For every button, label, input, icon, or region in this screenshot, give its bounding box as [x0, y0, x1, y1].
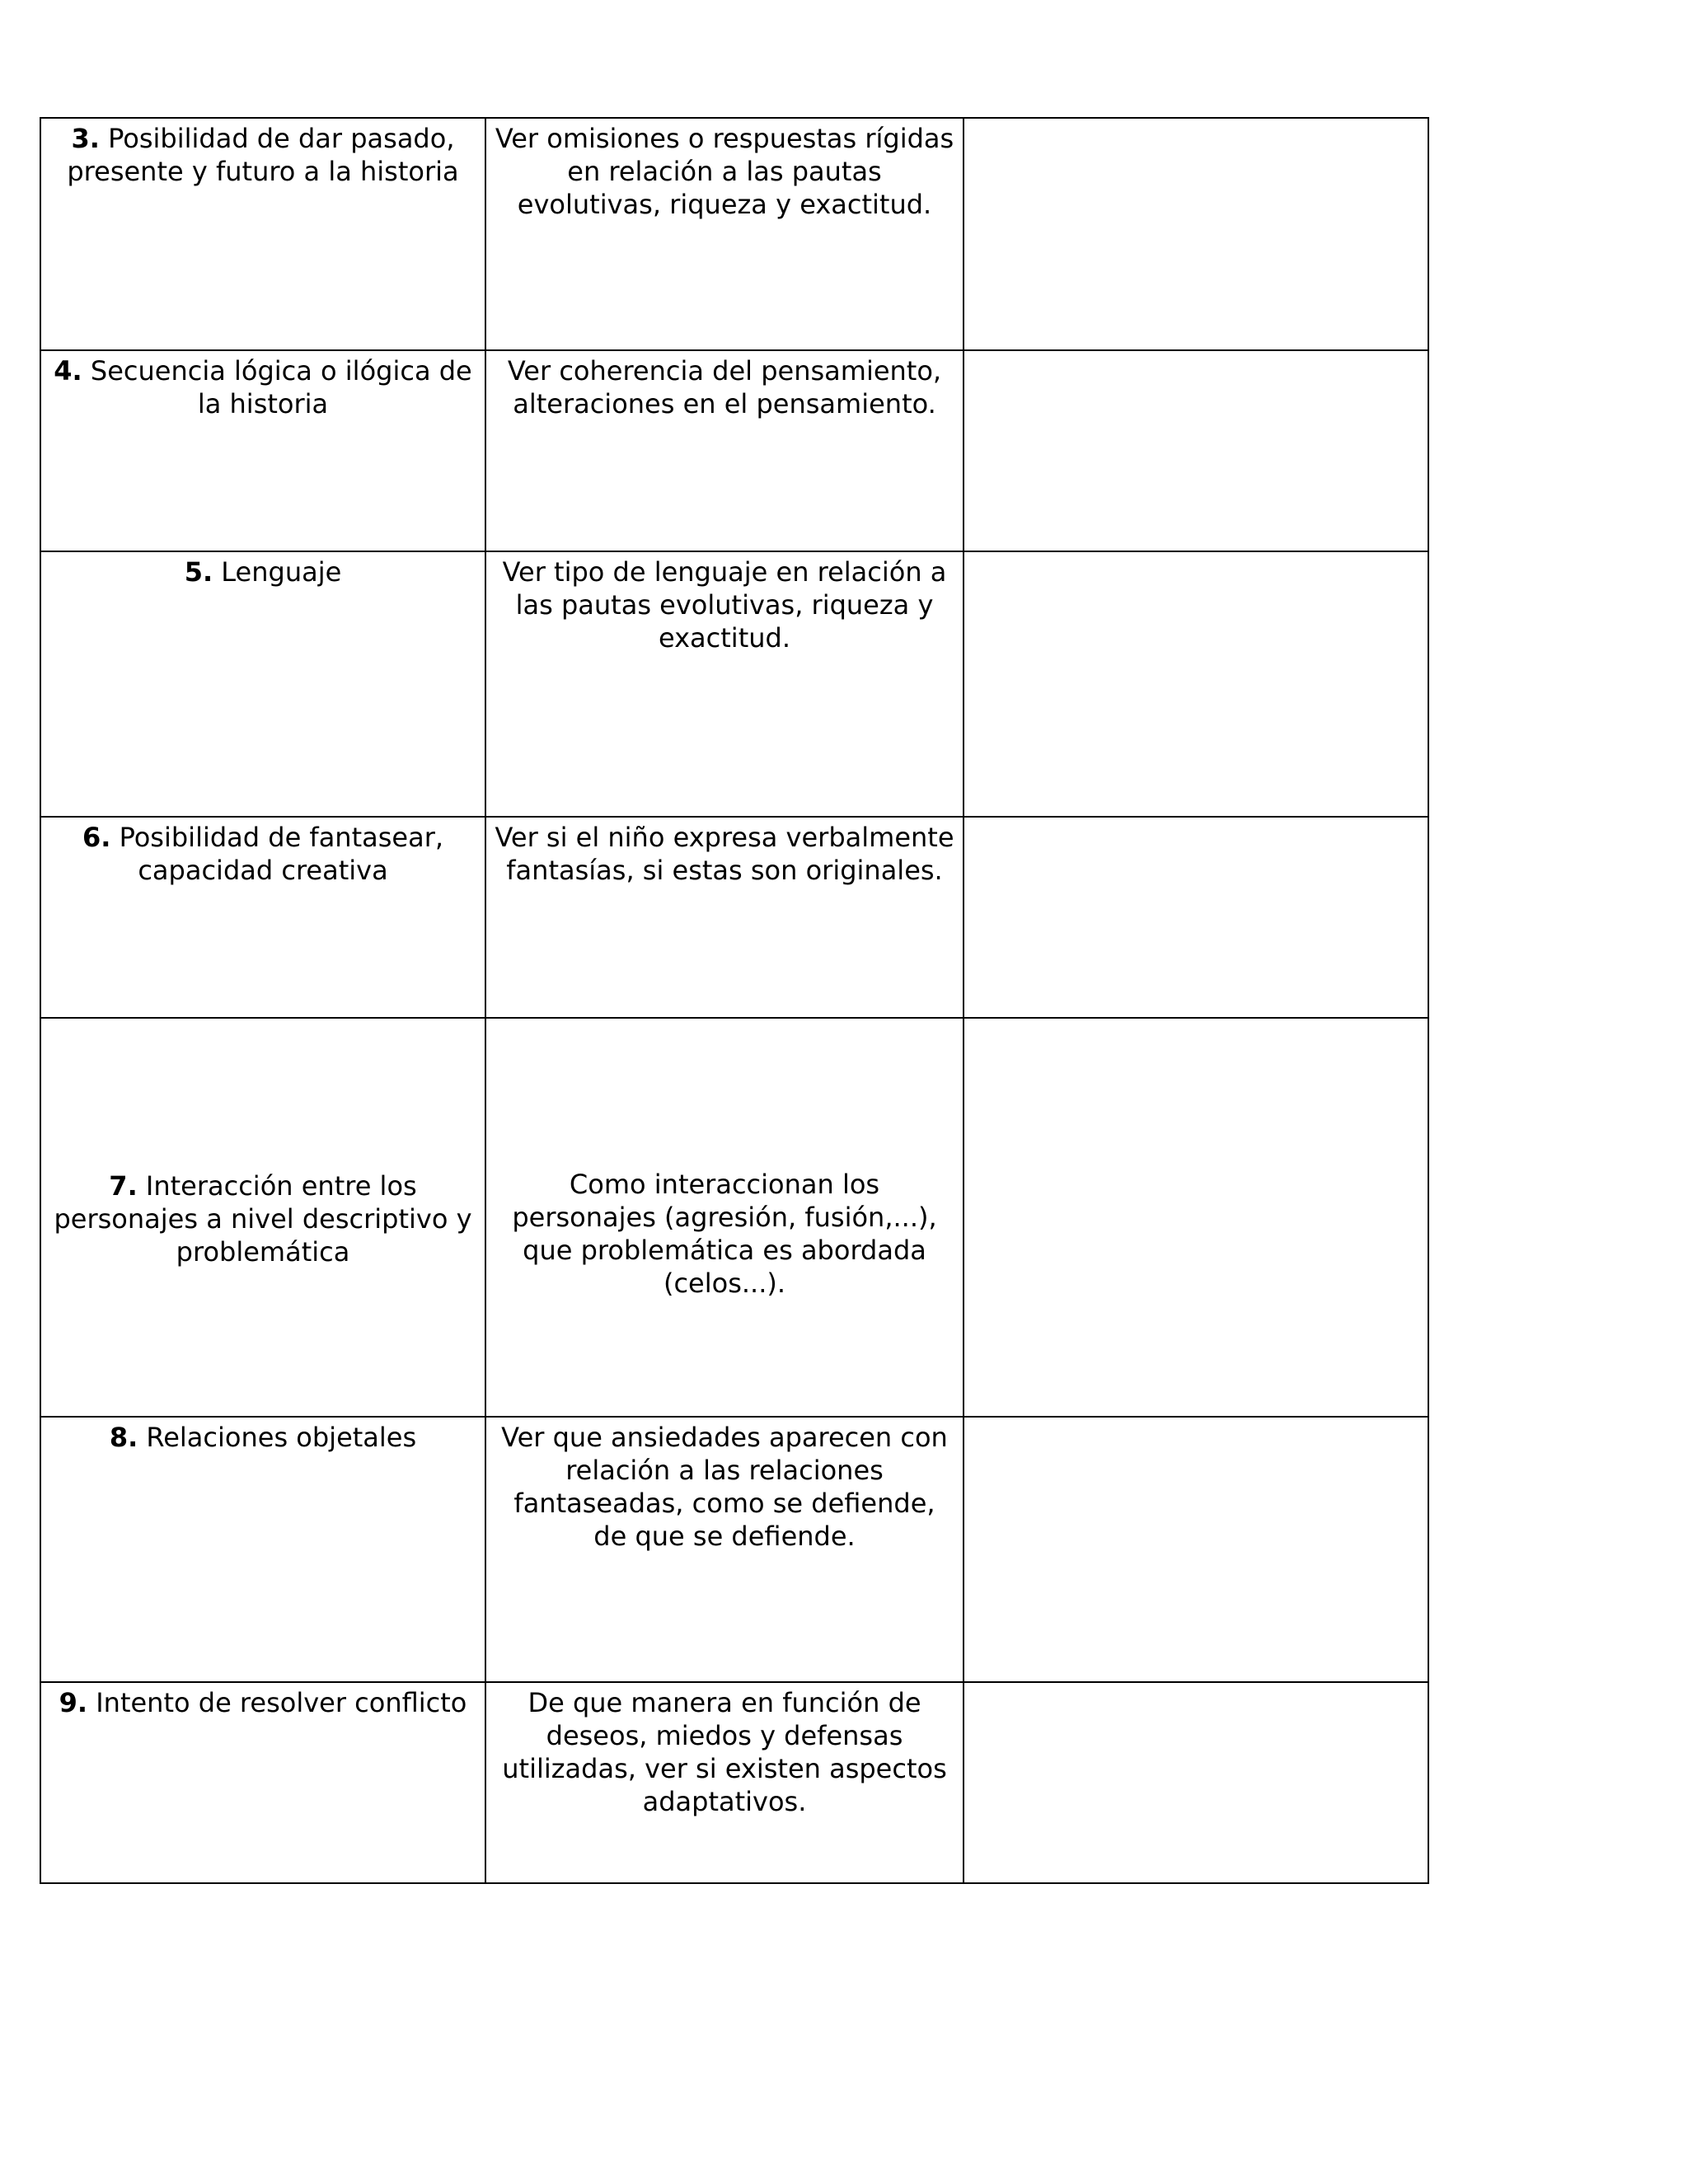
table-row [40, 1682, 1428, 1883]
observation-cell [485, 817, 964, 1018]
item-number: 8. [109, 1422, 138, 1453]
table-row [40, 1417, 1428, 1682]
observation-text: Ver omisiones o respuestas rígidas en relación a las pautas evolutivas, riqueza y exactitud. [495, 123, 954, 220]
notes-cell [964, 118, 1428, 350]
criterion-cell [40, 350, 485, 551]
item-number: 9. [59, 1687, 88, 1718]
criterion-cell [40, 817, 485, 1018]
table-row [40, 1018, 1428, 1417]
criterion-cell [40, 1682, 485, 1883]
criterion-cell [40, 551, 485, 817]
observation-cell [485, 551, 964, 817]
table-row [40, 118, 1428, 350]
item-number: 7. [109, 1170, 138, 1202]
notes-cell [964, 551, 1428, 817]
notes-cell [964, 1417, 1428, 1682]
criterion-text: Posibilidad de fantasear, capacidad creativa [110, 822, 444, 886]
criterion-cell [40, 1417, 485, 1682]
notes-cell [964, 1018, 1428, 1417]
observation-text: Como interaccionan los personajes (agresión, fusión,...), que problemática es abordada (celos...). [512, 1169, 937, 1299]
table-row [40, 551, 1428, 817]
observation-text: Ver coherencia del pensamiento, alteraciones en el pensamiento. [507, 355, 942, 419]
criterion-text: Lenguaje [213, 556, 342, 588]
observation-cell [485, 1417, 964, 1682]
criterion-text: Interacción entre los personajes a nivel descriptivo y problemática [54, 1170, 472, 1268]
criterion-cell [40, 118, 485, 350]
observation-cell [485, 1018, 964, 1417]
observation-cell [485, 118, 964, 350]
observation-text: Ver que ansiedades aparecen con relación a las relaciones fantaseadas, como se defiende, de que se defiende. [501, 1422, 948, 1552]
observation-cell [485, 350, 964, 551]
observation-text: Ver si el niño expresa verbalmente fantasías, si estas son originales. [495, 822, 954, 886]
notes-cell [964, 817, 1428, 1018]
item-number: 5. [184, 556, 213, 588]
criterion-text: Secuencia lógica o ilógica de la historia [82, 355, 472, 419]
criterion-text: Intento de resolver conflicto [87, 1687, 467, 1718]
observation-text: Ver tipo de lenguaje en relación a las pautas evolutivas, riqueza y exactitud. [502, 556, 947, 654]
criterion-text: Relaciones objetales [138, 1422, 417, 1453]
table-row [40, 350, 1428, 551]
item-number: 6. [82, 822, 111, 853]
criterion-text: Posibilidad de dar pasado, presente y futuro a la historia [67, 123, 459, 187]
notes-cell [964, 350, 1428, 551]
item-number: 4. [54, 355, 82, 387]
table-row [40, 817, 1428, 1018]
item-number: 3. [71, 123, 100, 154]
observation-cell [485, 1682, 964, 1883]
notes-cell [964, 1682, 1428, 1883]
evaluation-table [40, 117, 1429, 1884]
observation-text: De que manera en función de deseos, miedos y defensas utilizadas, ver si existen aspectos adaptativos. [502, 1687, 947, 1817]
criterion-cell [40, 1018, 485, 1417]
